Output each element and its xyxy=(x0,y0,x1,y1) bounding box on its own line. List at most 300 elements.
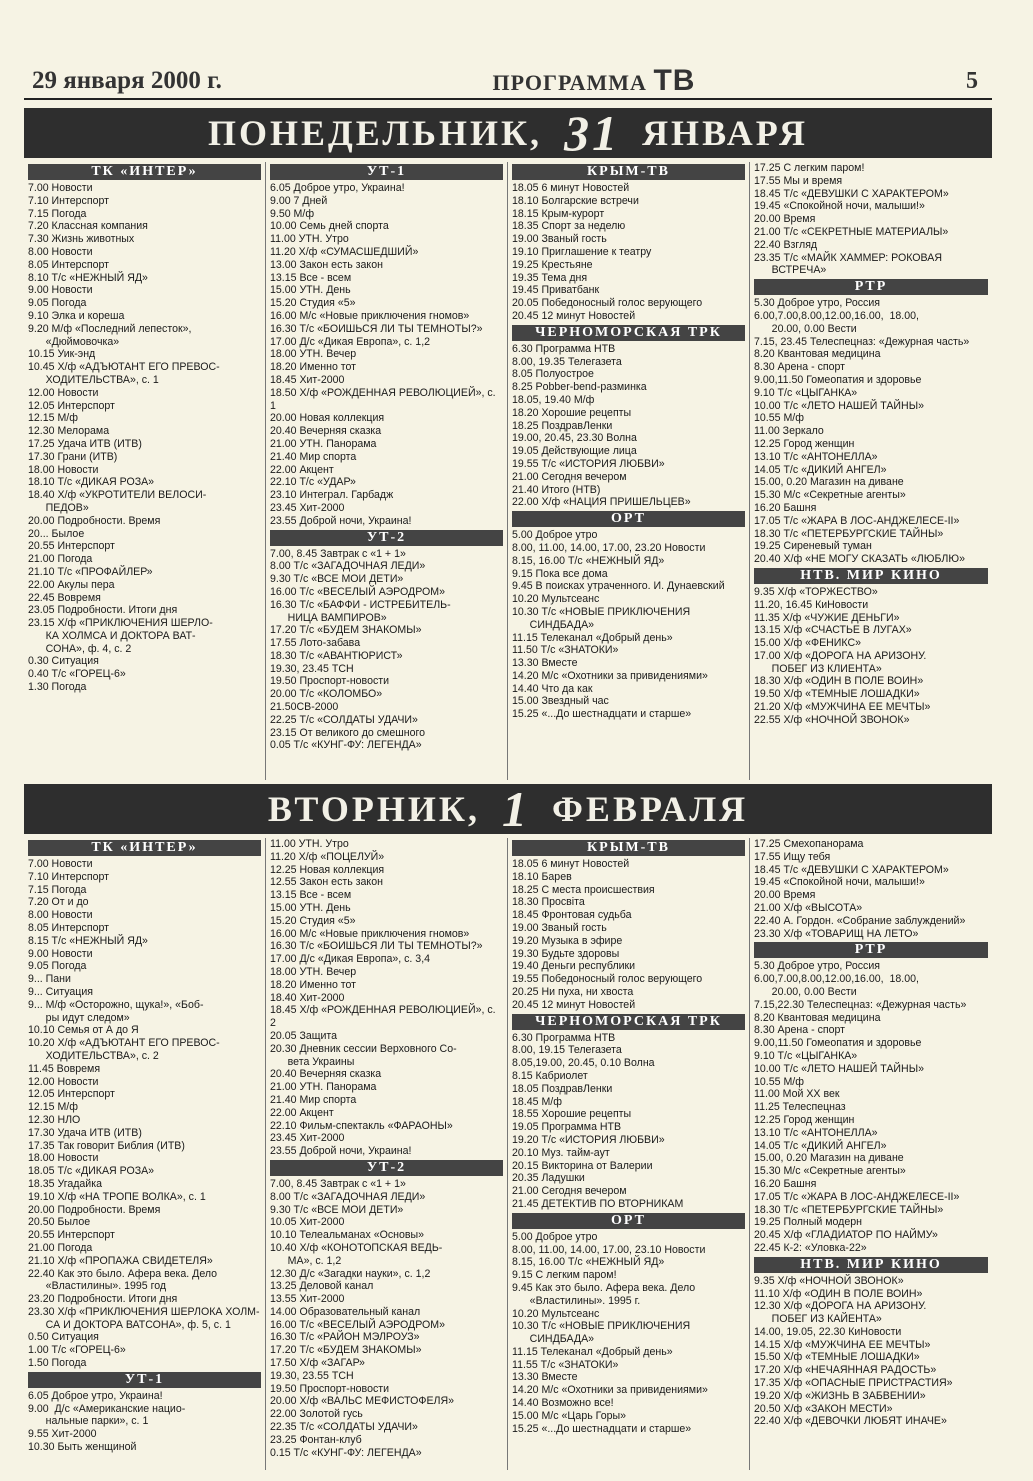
program-item: 7.20 От и до xyxy=(28,896,89,909)
program-item: 19.00 Званый гость xyxy=(512,233,607,246)
program-item: 19.05 Программа НТВ xyxy=(512,1121,622,1134)
program-item: 17.20 Т/с «БУДЕМ ЗНАКОМЫ» xyxy=(270,624,422,637)
program-item: 15.00 Х/ф «ФЕНИКС» xyxy=(754,637,861,650)
program-item: 0.40 Т/с «ГОРЕЦ-6» xyxy=(28,668,126,681)
program-list xyxy=(754,960,988,1254)
program-item: 18.35 Угадайка xyxy=(28,1177,102,1190)
program-item: 23.25 Фонтан-клуб xyxy=(270,1433,362,1446)
program-list xyxy=(28,1390,261,1454)
program-item: 9.00,11.50 Гомеопатия и здоровье xyxy=(754,373,922,386)
program-item: 6.30 Программа НТВ xyxy=(512,342,616,355)
program-item: 11.45 Вовремя xyxy=(28,1062,101,1075)
program-item: 20.00 Подробности. Время xyxy=(28,1203,161,1216)
program-item: 8.30 Арена - спорт xyxy=(754,1024,846,1037)
program-item: 21.50СВ-2000 xyxy=(270,701,339,714)
program-item: 8.20 Квантовая медицина xyxy=(754,348,881,361)
program-item: 22.00 Золотой гусь xyxy=(270,1408,363,1421)
program-item: 11.00 Мой XX век xyxy=(754,1088,840,1101)
program-item: 20.50 Х/ф «ЗАКОН МЕСТИ» xyxy=(754,1402,893,1415)
program-item: 12.15 М/ф xyxy=(28,1101,78,1114)
program-item: вета Украины xyxy=(270,1055,355,1068)
program-item: 11.15 Телеканал «Добрый день» xyxy=(512,1345,673,1358)
program-item: 7.15, 23.45 Телеспецназ: «Дежурная часть» xyxy=(754,335,970,348)
program-item: 7.00, 8.45 Завтрак с «1 + 1» xyxy=(270,547,406,560)
program-item: 17.50 Х/ф «ЗАГАР» xyxy=(270,1357,365,1370)
program-item: ХОДИТЕЛЬСТВА», с. 2 xyxy=(28,1049,159,1062)
channel-header: РТР xyxy=(754,942,988,958)
program-item: 16.20 Башня xyxy=(754,501,817,514)
program-item: 21.10 Т/с «ПРОФАЙЛЕР» xyxy=(28,565,153,578)
program-item: 20.55 Интерспорт xyxy=(28,1229,115,1242)
program-item: МА», с. 1,2 xyxy=(270,1254,342,1267)
program-item: 9.10 Элка и кореша xyxy=(28,309,125,322)
program-item: 8.15 Кабриолет xyxy=(512,1069,588,1082)
program-item: 7.15,22.30 Телеспецназ: «Дежурная часть» xyxy=(754,998,967,1011)
channel-header: ТК «ИНТЕР» xyxy=(28,164,261,180)
day-of-week: ПОНЕДЕЛЬНИК, xyxy=(208,113,543,153)
program-item: 16.00 М/с «Новые приключения гномов» xyxy=(270,309,470,322)
program-item: 14.05 Т/с «ДИКИЙ АНГЕЛ» xyxy=(754,463,887,476)
program-item: 9.55 Хит-2000 xyxy=(28,1428,97,1441)
program-item: 18.45 Т/с «ДЕВУШКИ С ХАРАКТЕРОМ» xyxy=(754,863,949,876)
program-item: 17.55 Лото-забава xyxy=(270,637,361,650)
program-item: 18.25 С места происшествия xyxy=(512,883,655,896)
program-item: 12.30 НЛО xyxy=(28,1113,81,1126)
program-item: 18.30 Х/ф «ОДИН В ПОЛЕ ВОИН» xyxy=(754,675,924,688)
program-item: 9.00 Д/с «Американские нацио- xyxy=(28,1402,186,1415)
program-item: 17.55 Ищу тебя xyxy=(754,850,831,863)
program-item: 22.45 Вовремя xyxy=(28,591,101,604)
program-item: 18.05, 19.40 М/ф xyxy=(512,393,595,406)
program-list xyxy=(754,297,988,566)
program-item: 17.05 Т/с «ЖАРА В ЛОС-АНДЖЕЛЕСЕ-II» xyxy=(754,1190,960,1203)
program-item: ПЕДОВ» xyxy=(28,501,89,514)
program-item: 6.05 Доброе утро, Украина! xyxy=(270,182,405,194)
program-item: 18.00 Новости xyxy=(28,1152,99,1165)
channel-header: ЧЕРНОМОРСКАЯ ТРК xyxy=(512,325,745,341)
program-item: ры идут следом» xyxy=(28,1011,130,1024)
program-item: 5.30 Доброе утро, Россия xyxy=(754,960,880,973)
program-item: 15.25 «...До шестнадцати и старше» xyxy=(512,708,692,721)
program-item: 20.45 12 минут Новостей xyxy=(512,998,636,1011)
program-item: 22.10 Фильм-спектакль «ФАРАОНЫ» xyxy=(270,1119,453,1132)
program-item: 20.25 Ни пуха, ни хвоста xyxy=(512,985,634,998)
program-item: 0.30 Ситуация xyxy=(28,655,99,668)
program-item: 23.35 Т/с «МАЙК ХАММЕР: РОКОВАЯ xyxy=(754,251,942,264)
program-item: 17.35 Х/ф «ОПАСНЫЕ ПРИСТРАСТИЯ» xyxy=(754,1377,953,1390)
program-item: 17.25 Смехопанорама xyxy=(754,838,864,850)
program-item: 15.20 Студия «5» xyxy=(270,914,356,927)
program-item: 6.00,7.00,8.00,12.00,16.00, 18.00, xyxy=(754,309,919,322)
program-item: 12.05 Интерспорт xyxy=(28,399,115,412)
program-item: 9.45 Как это было. Афера века. Дело xyxy=(512,1281,696,1294)
program-item: 11.20 Х/ф «СУМАСШЕДШИЙ» xyxy=(270,245,419,258)
program-item: 21.00 Сегодня вечером xyxy=(512,470,627,483)
program-item: 9.00 7 Дней xyxy=(270,194,328,207)
program-item: 9.05 Погода xyxy=(28,297,87,310)
program-item: 13.55 Хит-2000 xyxy=(270,1293,345,1306)
program-item: 11.15 Телеканал «Добрый день» xyxy=(512,631,673,644)
program-item: 16.30 Т/с «РАЙОН МЭЛРОУЗ» xyxy=(270,1331,420,1344)
program-item: 11.00 Зеркало xyxy=(754,425,824,438)
program-item: 10.30 Т/с «НОВЫЕ ПРИКЛЮЧЕНИЯ xyxy=(512,605,691,618)
program-item: 21.00 УТН. Панорама xyxy=(270,437,377,450)
program-item: 14.00, 19.05, 22.30 КиНовости xyxy=(754,1325,902,1338)
day-number: 31 xyxy=(564,105,621,161)
program-item: 15.00 УТН. День xyxy=(270,284,351,297)
program-item: 21.00 Х/ф «ВЫСОТА» xyxy=(754,901,863,914)
program-item: 21.00 Погода xyxy=(28,1241,93,1254)
program-list xyxy=(512,1032,745,1211)
program-item: 14.40 Возможно все! xyxy=(512,1397,614,1410)
schedule-column xyxy=(750,162,992,780)
schedule-column xyxy=(508,838,750,1470)
program-item: 22.40 А. Гордон. «Собрание заблуждений» xyxy=(754,914,966,927)
page-number: 5 xyxy=(966,67,978,94)
program-item: 18.30 Т/с «ПЕТЕРБУРГСКИЕ ТАЙНЫ» xyxy=(754,1203,944,1216)
program-item: 16.00 Т/с «ВЕСЕЛЫЙ АЭРОДРОМ» xyxy=(270,1318,445,1331)
program-item: 18.35 Спорт за неделю xyxy=(512,220,626,233)
program-item: 8.05 Полуострое xyxy=(512,368,594,381)
program-item: 8.00 Т/с «ЗАГАДОЧНАЯ ЛЕДИ» xyxy=(270,1190,426,1203)
program-item: 19.20 Х/ф «ЖИЗНЬ В ЗАБВЕНИИ» xyxy=(754,1389,926,1402)
program-item: 20.15 Викторина от Валерии xyxy=(512,1159,653,1172)
program-item: 9.00 Новости xyxy=(28,284,93,297)
program-item: 1.00 Т/с «ГОРЕЦ-6» xyxy=(28,1344,126,1357)
program-item: 20.00, 0.00 Вести xyxy=(754,322,857,335)
program-item: 22.40 Взгляд xyxy=(754,238,818,251)
program-item: 20.40 Вечерняя сказка xyxy=(270,1068,382,1081)
program-item: 23.55 Доброй ночи, Украина! xyxy=(270,1145,412,1158)
program-item: 19.50 Проспорт-новости xyxy=(270,675,390,688)
program-item: 15.00, 0.20 Магазин на диване xyxy=(754,476,904,489)
program-item: 11.10 Х/ф «ОДИН В ПОЛЕ ВОИН» xyxy=(754,1287,923,1300)
program-item: 9.10 Т/с «ЦЫГАНКА» xyxy=(754,1049,858,1062)
program-item: 8.00 Новости xyxy=(28,245,93,258)
program-item: 21.40 Мир спорта xyxy=(270,450,357,463)
program-item: 7.15 Погода xyxy=(28,207,87,220)
program-item: 19.25 Сиреневый туман xyxy=(754,540,872,553)
program-item: 14.05 Т/с «ДИКИЙ АНГЕЛ» xyxy=(754,1139,887,1152)
program-item: 16.30 Т/с «БОИШЬСЯ ЛИ ТЫ ТЕМНОТЫ?» xyxy=(270,940,483,953)
program-item: 8.05,19.00, 20.45, 0.10 Волна xyxy=(512,1057,655,1070)
program-item: 7.00 Новости xyxy=(28,182,93,194)
program-item: 20.00 Время xyxy=(754,889,816,902)
schedule-column xyxy=(750,838,992,1470)
program-item: 10.40 Х/ф «КОНОТОПСКАЯ ВЕДЬ- xyxy=(270,1241,443,1254)
program-item: 22.45 К-2: «Уловка-22» xyxy=(754,1241,867,1254)
program-item: 18.30 Т/с «ПЕТЕРБУРГСКИЕ ТАЙНЫ» xyxy=(754,527,944,540)
program-item: 18.55 Хорошие рецепты xyxy=(512,1108,632,1121)
program-item: 21.40 Мир спорта xyxy=(270,1093,357,1106)
program-item: 21.00 УТН. Панорама xyxy=(270,1081,377,1094)
program-item: 23.05 Подробности. Итоги дня xyxy=(28,604,178,617)
program-item: 18.20 Именно тот xyxy=(270,361,357,374)
program-item: 20.00 Подробности. Время xyxy=(28,514,161,527)
program-item: 18.10 Болгарские встречи xyxy=(512,194,639,207)
program-item: КА ХОЛМСА И ДОКТОРА ВАТ- xyxy=(28,629,196,642)
channel-header: НТВ. МИР КИНО xyxy=(754,1257,988,1273)
schedule-column xyxy=(24,162,266,780)
program-item: 23.30 Х/ф «ПРИКЛЮЧЕНИЯ ШЕРЛОКА ХОЛМ- xyxy=(28,1305,260,1318)
program-item: СИНДБАДА» xyxy=(512,1333,595,1346)
program-item: 15.00, 0.20 Магазин на диване xyxy=(754,1152,904,1165)
program-item: СА И ДОКТОРА ВАТСОНА», ф. 5, с. 1 xyxy=(28,1318,231,1331)
program-item: 22.55 Х/ф «НОЧНОЙ ЗВОНОК» xyxy=(754,713,910,726)
program-item: 19.50 Проспорт-новости xyxy=(270,1382,390,1395)
program-item: 15.00 УТН. День xyxy=(270,901,351,914)
program-item: 22.40 Х/ф «ДЕВОЧКИ ЛЮБЯТ ИНАЧЕ» xyxy=(754,1415,947,1428)
program-item: 6.05 Доброе утро, Украина! xyxy=(28,1389,163,1402)
program-item: 9.45 В поисках утраченного. И. Дунаевский xyxy=(512,580,725,593)
program-item: 10.30 Быть женщиной xyxy=(28,1441,137,1454)
program-item: 0.50 Ситуация xyxy=(28,1331,99,1344)
program-item: 17.00 Х/ф «ДОРОГА НА АРИЗОНУ. xyxy=(754,649,927,662)
program-item: 23.15 От великого до смешного xyxy=(270,726,426,739)
channel-header: НТВ. МИР КИНО xyxy=(754,568,988,584)
program-item: 21.40 Итого (НТВ) xyxy=(512,483,601,496)
program-item: 23.10 Интеграл. Гарбадж xyxy=(270,489,394,502)
program-item: 15.20 Студия «5» xyxy=(270,297,356,310)
program-item: 5.30 Доброе утро, Россия xyxy=(754,297,880,310)
program-item: 18.45 Т/с «ДЕВУШКИ С ХАРАКТЕРОМ» xyxy=(754,187,949,200)
program-item: 22.10 Т/с «УДАР» xyxy=(270,476,356,489)
program-item: 20.05 Защита xyxy=(270,1029,338,1042)
program-item: 16.30 Т/с «БАФФИ - ИСТРЕБИТЕЛЬ- xyxy=(270,598,451,611)
program-item: 10.05 Хит-2000 xyxy=(270,1216,345,1229)
program-item: 20.40 Вечерняя сказка xyxy=(270,425,382,438)
program-item: 19.00 Званый гость xyxy=(512,921,607,934)
program-item: 13.00 Закон есть закон xyxy=(270,258,383,271)
program-item: «Дюймовочка» xyxy=(28,335,120,348)
program-item: 9.30 Т/с «ВСЕ МОИ ДЕТИ» xyxy=(270,573,404,586)
program-item: 9.10 Т/с «ЦЫГАНКА» xyxy=(754,386,858,399)
program-item: 10.20 Мультсеанс xyxy=(512,1307,600,1320)
program-item: 20.00 Время xyxy=(754,213,816,226)
program-item: 20.45 12 минут Новостей xyxy=(512,309,636,322)
program-list xyxy=(270,1178,503,1460)
day-of-week: ВТОРНИК, xyxy=(267,789,481,829)
channel-header: ОРТ xyxy=(512,1213,745,1229)
program-item: 9.20 М/ф «Последний лепесток», xyxy=(28,322,192,335)
program-item: 19.45 «Спокойной ночи, малыши!» xyxy=(754,876,925,889)
program-item: 20.30 Дневник сессии Верховного Со- xyxy=(270,1042,457,1055)
program-item: 20.05 Победоносный голос верующего xyxy=(512,297,703,310)
program-list xyxy=(270,838,503,1158)
program-list xyxy=(28,182,261,694)
program-item: 8.20 Квантовая медицина xyxy=(754,1011,881,1024)
program-item: 8.15, 16.00 Т/с «НЕЖНЫЙ ЯД» xyxy=(512,554,665,567)
program-item: 17.00 Д/с «Дикая Европа», с. 3,4 xyxy=(270,953,431,966)
program-item: ВСТРЕЧА» xyxy=(754,264,827,277)
program-item: 7.00 Новости xyxy=(28,858,93,870)
program-item: 8.05 Интерспорт xyxy=(28,921,109,934)
program-item: 9.00,11.50 Гомеопатия и здоровье xyxy=(754,1037,922,1050)
program-item: 18.10 Барев xyxy=(512,870,572,883)
program-item: 20.00, 0.00 Вести xyxy=(754,985,857,998)
program-item: 19.30, 23.55 ТСН xyxy=(270,1369,354,1382)
program-list xyxy=(512,858,745,1012)
program-list xyxy=(270,182,503,528)
program-item: 19.50 Х/ф «ТЕМНЫЕ ЛОШАДКИ» xyxy=(754,688,920,701)
program-item: 22.00 Акулы пера xyxy=(28,578,115,591)
channel-header: ТК «ИНТЕР» xyxy=(28,840,261,856)
program-item: 15.50 Х/ф «ТЕМНЫЕ ЛОШАДКИ» xyxy=(754,1351,920,1364)
program-item: 20.40 Х/ф «НЕ МОГУ СКАЗАТЬ «ЛЮБЛЮ» xyxy=(754,553,965,566)
program-item: 13.15 Все - всем xyxy=(270,889,352,902)
program-item: 17.20 Х/ф «НЕЧАЯННАЯ РАДОСТЬ» xyxy=(754,1364,937,1377)
program-item: ПОБЕГ ИЗ КЛИЕНТА» xyxy=(754,662,882,675)
program-item: 12.00 Новости xyxy=(28,386,99,399)
program-item: 7.10 Интерспорт xyxy=(28,870,109,883)
program-item: нальные парки», с. 1 xyxy=(28,1415,149,1428)
program-item: 20.00 Новая коллекция xyxy=(270,412,385,425)
program-item: 10.10 Телеальманах «Основы» xyxy=(270,1229,424,1242)
program-item: 21.00 Сегодня вечером xyxy=(512,1185,627,1198)
program-item: 11.20, 16.45 КиНовости xyxy=(754,598,869,611)
program-item: 19.30, 23.45 ТСН xyxy=(270,662,354,675)
program-item: 17.30 Грани (ИТВ) xyxy=(28,450,118,463)
program-item: 18.15 Крым-курорт xyxy=(512,207,605,220)
publication-title xyxy=(492,64,695,98)
program-item: 17.25 Удача ИТВ (ИТВ) xyxy=(28,437,142,450)
program-item: 12.00 Новости xyxy=(28,1075,99,1088)
program-item: 8.10 Т/с «НЕЖНЫЙ ЯД» xyxy=(28,271,148,284)
program-item: 7.15 Погода xyxy=(28,883,87,896)
channel-header: ЧЕРНОМОРСКАЯ ТРК xyxy=(512,1014,745,1030)
program-item: СОНА», ф. 4, с. 2 xyxy=(28,642,132,655)
program-list xyxy=(270,548,503,753)
schedule-column xyxy=(266,838,508,1470)
month-name: ФЕВРАЛЯ xyxy=(552,789,749,829)
program-item: 0.15 Т/с «КУНГ-ФУ: ЛЕГЕНДА» xyxy=(270,1446,422,1459)
program-item: 19.00, 20.45, 23.30 Волна xyxy=(512,432,637,445)
program-item: 13.30 Вместе xyxy=(512,1371,578,1384)
program-list xyxy=(512,343,745,509)
program-item: 18.45 Хит-2000 xyxy=(270,373,345,386)
program-list xyxy=(512,529,745,721)
program-item: 8.00, 19.15 Телегазета xyxy=(512,1044,622,1057)
program-item: 21.45 ДЕТЕКТИВ ПО ВТОРНИКАМ xyxy=(512,1197,684,1210)
program-item: 12.30 Мелорама xyxy=(28,425,110,438)
program-item: 10.20 Мультсеанс xyxy=(512,593,600,606)
program-item: 18.45 М/ф xyxy=(512,1095,562,1108)
program-item: 1.50 Погода xyxy=(28,1357,87,1370)
program-item: 20.45 Х/ф «ГЛАДИАТОР ПО НАЙМУ» xyxy=(754,1229,938,1242)
program-item: 17.00 Д/с «Дикая Европа», с. 1,2 xyxy=(270,335,431,348)
program-item: 19.30 Будьте здоровы xyxy=(512,947,620,960)
program-item: 6.30 Программа НТВ xyxy=(512,1031,616,1044)
program-list xyxy=(754,586,988,727)
program-item: 18.20 Хорошие рецепты xyxy=(512,406,632,419)
program-item: 11.20 Х/ф «ПОЦЕЛУЙ» xyxy=(270,850,385,863)
program-item: 8.00, 19.35 Телегазета xyxy=(512,355,622,368)
program-item: 19.10 Х/ф «НА ТРОПЕ ВОЛКА», с. 1 xyxy=(28,1190,206,1203)
program-list xyxy=(754,162,988,277)
program-item: 11.55 Т/с «ЗНАТОКИ» xyxy=(512,1358,619,1371)
program-item: 13.15 Х/ф «СЧАСТЬЕ В ЛУГАХ» xyxy=(754,624,912,637)
program-item: 22.35 Т/с «СОЛДАТЫ УДАЧИ» xyxy=(270,1421,418,1434)
program-item: 10.45 Х/ф «АДЪЮТАНТ ЕГО ПРЕВОС- xyxy=(28,361,220,374)
program-item: 18.45 Фронтовая судьба xyxy=(512,909,632,922)
program-item: 12.30 Х/ф «ДОРОГА НА АРИЗОНУ. xyxy=(754,1300,927,1313)
program-item: 6.00,7.00,8.00,12.00,16.00, 18.00, xyxy=(754,973,919,986)
day-banner-tuesday xyxy=(24,781,992,837)
program-item: 12.55 Закон есть закон xyxy=(270,876,383,889)
program-item: 18.00 УТН. Вечер xyxy=(270,965,357,978)
month-name: ЯНВАРЯ xyxy=(642,113,808,153)
program-item: 5.00 Доброе утро xyxy=(512,1230,598,1243)
channel-header: КРЫМ-ТВ xyxy=(512,840,745,856)
program-item: 10.55 М/ф xyxy=(754,412,804,425)
program-item: 10.20 Х/ф «АДЪЮТАНТ ЕГО ПРЕВОС- xyxy=(28,1037,220,1050)
program-list xyxy=(512,182,745,323)
program-item: 16.20 Башня xyxy=(754,1177,817,1190)
program-item: 13.10 Т/с «АНТОНЕЛЛА» xyxy=(754,450,878,463)
program-item: 12.05 Интерспорт xyxy=(28,1088,115,1101)
program-item: 17.35 Так говорит Библия (ИТВ) xyxy=(28,1139,185,1152)
program-item: 11.35 Х/ф «ЧУЖИЕ ДЕНЬГИ» xyxy=(754,611,900,624)
page-header xyxy=(24,64,992,100)
program-item: 19.20 Т/с «ИСТОРИЯ ЛЮБВИ» xyxy=(512,1133,665,1146)
program-item: 7.30 Жизнь животных xyxy=(28,233,135,246)
schedule-column xyxy=(24,838,266,1470)
program-item: 13.15 Все - всем xyxy=(270,271,352,284)
program-item: 14.20 М/с «Охотники за привидениями» xyxy=(512,1384,708,1397)
program-item: НИЦА ВАМПИРОВ» xyxy=(270,611,387,624)
program-item: 23.15 Х/ф «ПРИКЛЮЧЕНИЯ ШЕРЛО- xyxy=(28,617,213,630)
program-item: 14.15 Х/ф «МУЖЧИНА ЕЕ МЕЧТЫ» xyxy=(754,1338,931,1351)
program-item: 8.00, 11.00, 14.00, 17.00, 23.10 Новости xyxy=(512,1243,706,1256)
program-item: 17.55 Мы и время xyxy=(754,174,843,187)
program-item: 20.00 Х/ф «ВАЛЬС МЕФИСТОФЕЛЯ» xyxy=(270,1395,454,1408)
program-item: 9.35 Х/ф «НОЧНОЙ ЗВОНОК» xyxy=(754,1274,904,1287)
day-banner-monday xyxy=(24,105,992,161)
program-item: 21.20 Х/ф «МУЖЧИНА ЕЕ МЕЧТЫ» xyxy=(754,701,931,714)
program-item: 18.05 Т/с «ДИКАЯ РОЗА» xyxy=(28,1165,155,1178)
program-item: 16.00 Т/с «ВЕСЕЛЫЙ АЭРОДРОМ» xyxy=(270,585,445,598)
channel-header: КРЫМ-ТВ xyxy=(512,164,745,180)
program-list xyxy=(754,1275,988,1429)
program-item: 13.25 Деловой канал xyxy=(270,1280,374,1293)
program-item: 18.25 ПоздравЛенки xyxy=(512,419,613,432)
program-item: 20.55 Интерспорт xyxy=(28,540,115,553)
channel-header: УТ-2 xyxy=(270,530,503,546)
channel-header: УТ-1 xyxy=(28,1372,261,1388)
program-item: 13.10 Т/с «АНТОНЕЛЛА» xyxy=(754,1126,878,1139)
program-item: 14.20 М/с «Охотники за привидениями» xyxy=(512,669,708,682)
program-item: СИНДБАДА» xyxy=(512,618,595,631)
program-item: 9.05 Погода xyxy=(28,960,87,973)
program-item: 16.00 М/с «Новые приключения гномов» xyxy=(270,927,470,940)
program-item: 23.45 Хит-2000 xyxy=(270,501,345,514)
program-item: 9.30 Т/с «ВСЕ МОИ ДЕТИ» xyxy=(270,1203,404,1216)
program-item: 8.25 Pobber-bend-разминка xyxy=(512,381,647,394)
program-item: 0.05 Т/с «КУНГ-ФУ: ЛЕГЕНДА» xyxy=(270,739,422,752)
program-item: 19.55 Т/с «ИСТОРИЯ ЛЮБВИ» xyxy=(512,457,665,470)
program-item: 12.25 Новая коллекция xyxy=(270,863,385,876)
program-item: 10.15 Уик-энд xyxy=(28,348,96,361)
program-item: 10.00 Т/с «ЛЕТО НАШЕЙ ТАЙНЫ» xyxy=(754,399,924,412)
program-item: 9.50 М/ф xyxy=(270,207,315,220)
program-item: 7.00, 8.45 Завтрак с «1 + 1» xyxy=(270,1177,406,1190)
program-item: 15.25 «...До шестнадцати и старше» xyxy=(512,1422,692,1435)
program-item: 17.25 С легким паром! xyxy=(754,162,865,174)
program-item: 23.30 Х/ф «ТОВАРИЩ НА ЛЕТО» xyxy=(754,927,919,940)
program-item: 15.30 М/с «Секретные агенты» xyxy=(754,1165,906,1178)
program-item: 15.00 Звездный час xyxy=(512,695,609,708)
program-item: 18.30 Просвіта xyxy=(512,896,585,909)
